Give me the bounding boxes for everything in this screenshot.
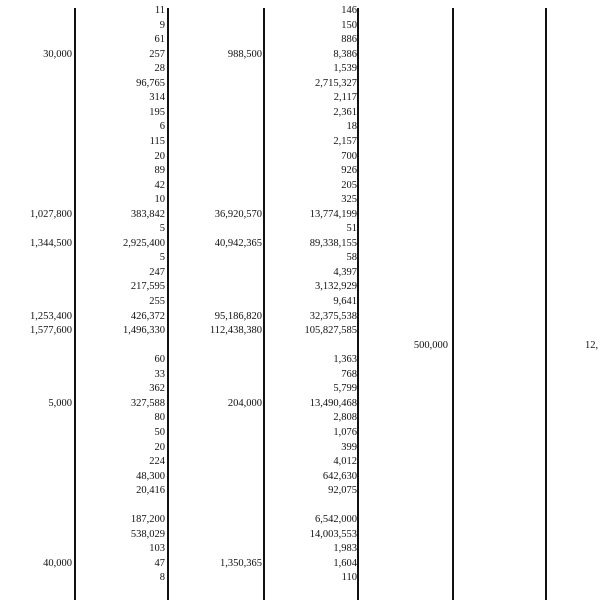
table-cell: 4,012: [333, 456, 357, 468]
table-cell: 1,983: [333, 543, 357, 555]
table-cell: 204,000: [227, 397, 262, 409]
table-cell: 1,577,600: [30, 325, 72, 337]
table-row: [0, 222, 600, 236]
table-row: [0, 208, 600, 222]
table-row: [0, 513, 600, 527]
table-cell: 110: [341, 572, 357, 584]
table-row: [0, 571, 600, 585]
table-cell: 314: [149, 92, 165, 104]
table-cell: 8: [159, 572, 165, 584]
table-cell: 14,003,553: [309, 528, 357, 540]
table-cell: 1,363: [333, 354, 357, 366]
table-cell: 217,595: [130, 281, 165, 293]
table-row: [0, 266, 600, 280]
table-cell: 1,253,400: [30, 310, 72, 322]
table-row: [0, 48, 600, 62]
table-cell: 51: [346, 223, 357, 235]
table-cell: 2,715,327: [315, 77, 357, 89]
table-cell: 40,000: [43, 557, 72, 569]
table-cell: 115: [149, 135, 165, 147]
table-cell: 11: [154, 5, 165, 16]
table-cell: 247: [149, 266, 165, 278]
table-cell: 538,029: [130, 528, 165, 540]
table-cell: 13,774,199: [309, 208, 357, 220]
table-cell: 150: [341, 19, 357, 31]
table-row: [0, 33, 600, 47]
table-cell: 6: [159, 121, 165, 133]
table-cell: 20: [154, 150, 165, 162]
table-row: [0, 368, 600, 382]
table-cell: 80: [154, 412, 165, 424]
table-cell: 3,132,929: [315, 281, 357, 293]
table-row: [0, 280, 600, 294]
table-cell: 92,075: [328, 485, 357, 497]
table-row: [0, 528, 600, 542]
table-row: [0, 542, 600, 556]
table-cell: 10: [154, 194, 165, 206]
table-cell: 60: [154, 354, 165, 366]
table-cell: 700: [341, 150, 357, 162]
table-cell: 20,416: [136, 485, 165, 497]
table-cell: 926: [341, 165, 357, 177]
table-row: [0, 251, 600, 265]
table-cell: 362: [149, 383, 165, 395]
table-cell: 61: [154, 34, 165, 46]
table-cell: 18: [346, 121, 357, 133]
table-cell: 2,157: [333, 135, 357, 147]
table-cell: 105,827,585: [304, 325, 357, 337]
table-cell: 1,350,365: [220, 557, 262, 569]
table-row: [0, 411, 600, 425]
table-row: [0, 19, 600, 33]
table-cell: 5: [159, 252, 165, 264]
table-cell: 5: [159, 223, 165, 235]
table-row: [0, 557, 600, 571]
table-cell: 327,588: [130, 397, 165, 409]
table-cell: 42: [154, 179, 165, 191]
table-cell: 5,000: [48, 397, 72, 409]
table-cell: 112,438,380: [209, 325, 262, 337]
table-cell: 1,539: [333, 63, 357, 75]
table-cell: 4,397: [333, 266, 357, 278]
table-cell: 9,641: [333, 296, 357, 307]
table-cell: 426,372: [130, 310, 165, 322]
table-row: [0, 310, 600, 324]
table-cell: 36,920,570: [214, 208, 262, 220]
table-cell: 95,186,820: [214, 310, 262, 322]
table-cell: 30,000: [43, 48, 72, 60]
table-cell: 13,490,468: [309, 397, 357, 409]
table-row: [0, 397, 600, 411]
table-cell: 103: [149, 543, 165, 555]
table-cell: 1,076: [333, 426, 357, 438]
table-row: [0, 484, 600, 498]
table-row: [0, 455, 600, 469]
table-cell: 6,542,000: [315, 514, 357, 526]
table-cell: 2,925,400: [123, 237, 165, 249]
table-row: [0, 164, 600, 178]
table-cell: 12,: [585, 339, 599, 351]
table-cell: 47: [154, 557, 165, 569]
table-row: [0, 4, 600, 18]
table-cell: 40,942,365: [214, 237, 262, 249]
table-cell: 2,808: [333, 412, 357, 424]
table-cell: 187,200: [130, 514, 165, 526]
table-cell: 146: [341, 5, 357, 16]
table-cell: 48,300: [136, 470, 165, 482]
table-cell: 58: [346, 252, 357, 264]
table-row: [0, 353, 600, 367]
table-cell: 325: [341, 194, 357, 206]
table-cell: 1,027,800: [30, 208, 72, 220]
table-cell: 500,000: [413, 339, 448, 351]
table-cell: 642,630: [322, 470, 357, 482]
table-row: [0, 441, 600, 455]
table-row: [0, 150, 600, 164]
table-cell: 8,386: [333, 48, 357, 60]
table-cell: 20: [154, 441, 165, 453]
table-cell: 50: [154, 426, 165, 438]
table-row: [0, 339, 600, 353]
table-cell: 32,375,538: [309, 310, 357, 322]
table-cell: 205: [341, 179, 357, 191]
table-row: [0, 62, 600, 76]
table-cell: 9: [159, 19, 165, 31]
table-cell: 89: [154, 165, 165, 177]
table-cell: 89,338,155: [309, 237, 357, 249]
table-cell: 2,117: [333, 92, 357, 104]
table-row: [0, 77, 600, 91]
table-cell: 2,361: [333, 106, 357, 118]
table-row: [0, 106, 600, 120]
table-row: [0, 193, 600, 207]
table-cell: 33: [154, 368, 165, 380]
table-cell: 383,842: [130, 208, 165, 220]
table-row: [0, 426, 600, 440]
table-row: [0, 382, 600, 396]
table-cell: 886: [341, 34, 357, 46]
table-cell: 257: [149, 48, 165, 60]
table-row: [0, 499, 600, 513]
table-cell: 224: [149, 456, 165, 468]
table-cell: 5,799: [333, 383, 357, 395]
table-row: [0, 324, 600, 338]
table-cell: 399: [341, 441, 357, 453]
table-cell: 28: [154, 63, 165, 75]
table-row: [0, 470, 600, 484]
table-row: [0, 237, 600, 251]
table-cell: 1,344,500: [30, 237, 72, 249]
table-cell: 195: [149, 106, 165, 118]
table-cell: 255: [149, 296, 165, 307]
table-cell: 988,500: [227, 48, 262, 60]
table-cell: 1,496,330: [123, 325, 165, 337]
table-cell: 768: [341, 368, 357, 380]
table-row: [0, 120, 600, 134]
table-row: [0, 91, 600, 105]
table-cell: 1,604: [333, 557, 357, 569]
table-row: [0, 135, 600, 149]
table-cell: 96,765: [136, 77, 165, 89]
table-row: [0, 179, 600, 193]
table-row: [0, 295, 600, 309]
